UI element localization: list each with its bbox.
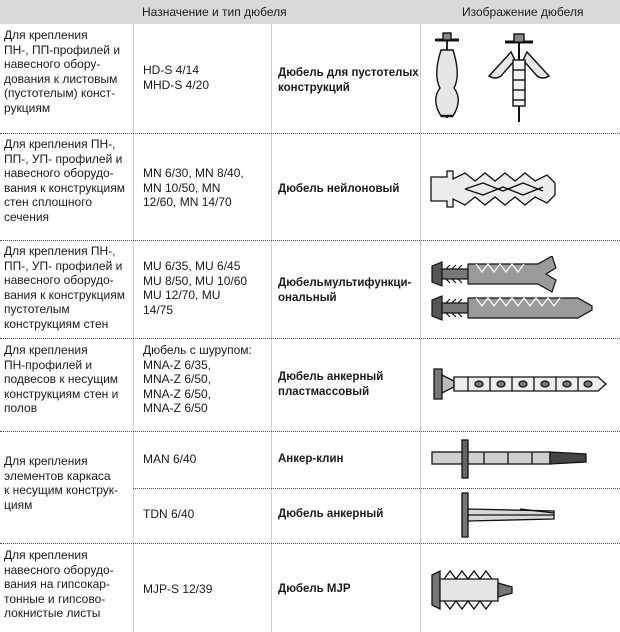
row-divider: [0, 543, 620, 544]
model-line: MN 10/50, MN: [143, 180, 221, 195]
purpose-line: пустотелым: [4, 302, 70, 317]
model-line: MNA-Z 6/35,: [143, 357, 212, 372]
table-row-purpose: [4, 343, 132, 416]
purpose-line: стен сплошного: [4, 195, 93, 210]
row-divider: [133, 488, 620, 489]
model-line: MNA-Z 6/50,: [143, 386, 212, 401]
table-row-models: [143, 259, 269, 317]
model-line: 12/60, MN 14/70: [143, 195, 232, 210]
table-row-purpose: [4, 244, 132, 332]
row-divider: [0, 133, 620, 134]
model-line: MU 12/70, MU: [143, 288, 221, 303]
purpose-line: навесного оборудо-: [4, 273, 114, 288]
purpose-line: Для крепления: [4, 28, 88, 42]
model-line: MNA-Z 6/50: [143, 401, 208, 416]
column-divider: [133, 24, 134, 632]
model-line: MAN 6/40: [143, 452, 197, 466]
drywall-anchor-icon: [428, 565, 613, 615]
column-divider: [271, 24, 272, 632]
purpose-line: вания на гипсокар-: [4, 577, 110, 592]
purpose-line: элементов каркаса: [4, 468, 111, 483]
model-line: MNA-Z 6/50,: [143, 372, 212, 387]
table-header: [0, 0, 620, 24]
purpose-line: навесного оборудо-: [4, 562, 114, 577]
purpose-line: вания к конструкциям: [4, 180, 125, 195]
table-row-name: [278, 276, 418, 305]
purpose-line: навесного обору-: [4, 57, 101, 72]
purpose-line: вания к конструкциям: [4, 287, 125, 302]
purpose-line: рукциям: [4, 100, 51, 115]
purpose-line: Для крепления ПН-,: [4, 137, 116, 151]
model-line: HD-S 4/14: [143, 63, 200, 77]
table-row-models: [143, 507, 269, 522]
table-row-models: [143, 166, 269, 210]
table-row-models: [143, 63, 269, 92]
table-row-name: [278, 507, 418, 522]
purpose-line: Для крепления: [4, 343, 88, 357]
plastic-anchor-icon: [430, 365, 615, 405]
table-row-name: [278, 452, 418, 467]
table-row-name: [278, 582, 418, 597]
table-row-name: [278, 66, 418, 95]
wedge-anchor-icon: [428, 438, 613, 482]
multipurpose-plug-icon: [428, 256, 613, 328]
model-line: MU 8/50, MU 10/60: [143, 273, 248, 288]
table-row-name: [278, 182, 418, 197]
name-line: Дюбель для пустотелых: [278, 67, 419, 79]
purpose-line: ПН-, ПП-профилей и: [4, 42, 121, 57]
name-line: Анкер-клин: [278, 453, 344, 465]
name-line: Дюбель анкерный: [278, 371, 384, 383]
purpose-line: циям: [4, 497, 33, 512]
name-line: Дюбель нейлоновый: [278, 183, 400, 195]
purpose-line: сечения: [4, 209, 50, 224]
row-divider: [0, 240, 620, 241]
model-line: MN 6/30, MN 8/40,: [143, 166, 244, 180]
name-line: Дюбель анкерный: [278, 508, 384, 520]
row-divider: [0, 338, 620, 339]
purpose-line: Для крепления: [4, 548, 88, 562]
name-line: ональный: [278, 291, 337, 304]
ceiling-anchor-icon: [428, 491, 613, 539]
purpose-line: дования к листовым: [4, 71, 118, 86]
purpose-line: конструкциям стен: [4, 316, 109, 331]
table-row-models: [143, 582, 269, 597]
model-line: TDN 6/40: [143, 507, 195, 521]
table-row-models: [143, 452, 269, 467]
purpose-line: Для крепления ПН-,: [4, 244, 116, 258]
table-row-purpose: [4, 137, 132, 225]
model-line: MU 6/35, MU 6/45: [143, 259, 241, 273]
column-divider: [420, 24, 421, 632]
purpose-line: ПН-профилей и: [4, 357, 93, 372]
table-row-purpose: [4, 454, 132, 512]
purpose-line: конструкциям стен и: [4, 386, 119, 401]
purpose-line: ПП-, УП- профилей и: [4, 258, 123, 273]
model-line: MHD-S 4/20: [143, 77, 210, 92]
name-line: Дюбельмультифункци-: [278, 277, 412, 289]
name-line: конструкций: [278, 81, 350, 94]
table-row-models: [143, 343, 269, 416]
purpose-line: (пустотелым) конст-: [4, 86, 116, 101]
purpose-line: подвесов к несущим: [4, 372, 119, 387]
column-header-type: Назначение и тип дюбеля: [142, 5, 287, 19]
row-divider: [0, 431, 620, 432]
purpose-line: локнистые листы: [4, 606, 101, 621]
purpose-line: к несущим конструк-: [4, 483, 119, 498]
purpose-line: навесного оборудо-: [4, 166, 114, 181]
purpose-line: ПП-, УП- профилей и: [4, 151, 123, 166]
name-line: Дюбель MJP: [278, 583, 351, 595]
hollow-wall-anchor-icon: [425, 30, 615, 128]
model-line: MJP-S 12/39: [143, 582, 213, 596]
purpose-line: тонные и гипсово-: [4, 591, 106, 606]
model-line: 14/75: [143, 302, 174, 317]
table-row-name: [278, 370, 418, 399]
column-header-image: Изображение дюбеля: [462, 5, 584, 19]
purpose-line: Для крепления: [4, 454, 88, 468]
nylon-plug-icon: [425, 165, 615, 215]
name-line: пластмассовый: [278, 385, 370, 398]
table-row-purpose: [4, 28, 132, 116]
purpose-line: полов: [4, 401, 38, 416]
model-line: Дюбель с шурупом:: [143, 343, 252, 357]
table-row-purpose: [4, 548, 132, 621]
